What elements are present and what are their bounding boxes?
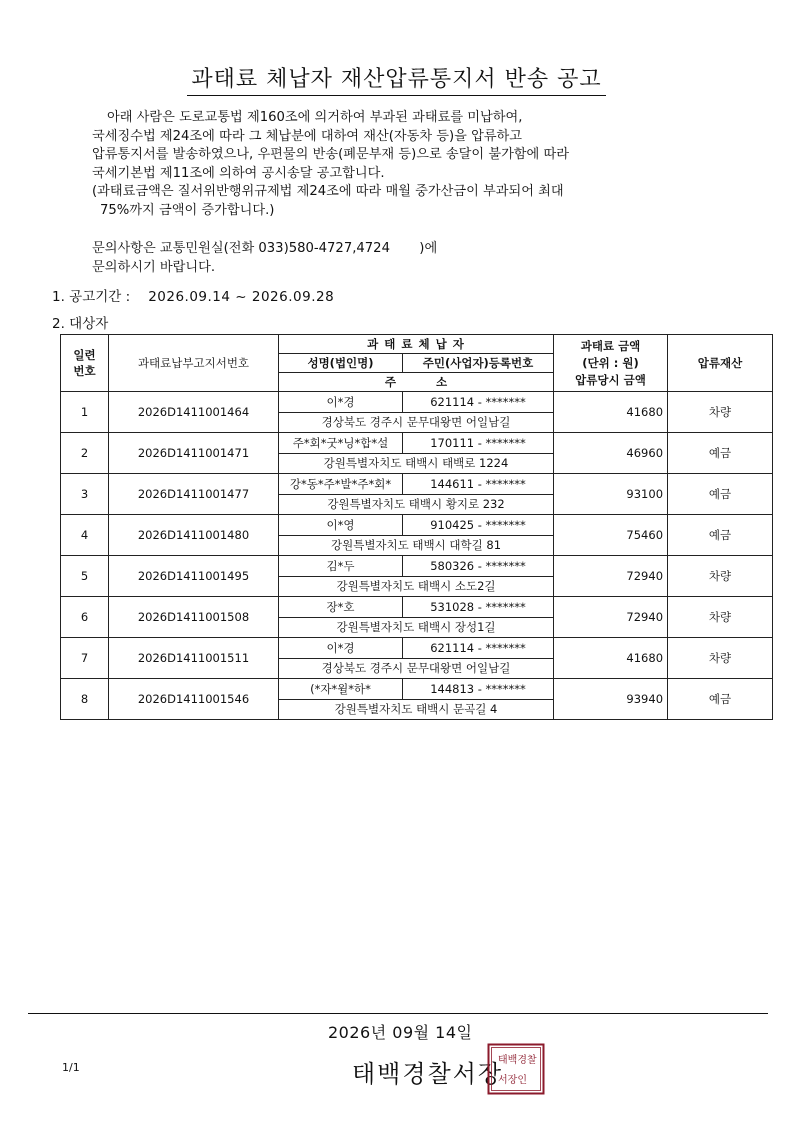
cell-serial-no: 3	[61, 474, 109, 515]
cell-notice-no: 2026D1411001508	[109, 597, 279, 638]
header-serial-no-text: 일련 번호	[73, 348, 96, 378]
cell-seized-property: 차량	[668, 556, 773, 597]
cell-address: 강원특별자치도 태백시 문곡길 4	[279, 699, 554, 720]
cell-notice-no: 2026D1411001546	[109, 679, 279, 720]
cell-notice-no: 2026D1411001464	[109, 392, 279, 433]
table-body	[61, 392, 773, 720]
svg-text:서장인: 서장인	[498, 1075, 527, 1086]
cell-amount: 46960	[554, 433, 668, 474]
table-row	[61, 392, 773, 413]
cell-notice-no: 2026D1411001511	[109, 638, 279, 679]
inquiry-paragraph	[92, 240, 437, 277]
document-title-text: 과태료 체납자 재산압류통지서 반송 공고	[187, 62, 605, 96]
header-delinquent-group: 과 태 료 체 납 자	[279, 335, 554, 354]
cell-name: 강*동*주*발*주*회*	[279, 474, 403, 495]
cell-amount: 72940	[554, 556, 668, 597]
section-notice-period-label: 1. 공고기간 :	[52, 289, 131, 305]
section-notice-period	[52, 285, 334, 305]
inquiry-line: 문의사항은 교통민원실(전화 033)580-4727,4724 )에	[92, 241, 438, 256]
cell-name: 김*두	[279, 556, 403, 577]
cell-seized-property: 차량	[668, 597, 773, 638]
cell-seized-property: 예금	[668, 433, 773, 474]
document-title	[0, 62, 793, 96]
header-amount-text: 과태료 금액 (단위 : 원) 압류당시 금액	[575, 338, 646, 387]
cell-name: 이*경	[279, 392, 403, 413]
cell-address: 경상북도 경주시 문무대왕면 어일남길	[279, 658, 554, 679]
cell-amount: 41680	[554, 392, 668, 433]
cell-address: 강원특별자치도 태백시 황지로 232	[279, 494, 554, 515]
header-serial-no	[61, 335, 109, 392]
header-name: 성명(법인명)	[279, 354, 403, 373]
cell-amount: 72940	[554, 597, 668, 638]
table-row	[61, 638, 773, 659]
cell-reg-no: 621114 - *******	[403, 392, 554, 413]
cell-serial-no: 4	[61, 515, 109, 556]
footer-divider	[28, 1013, 768, 1014]
cell-seized-property: 예금	[668, 474, 773, 515]
notice-period-value: 2026.09.14 ~ 2026.09.28	[148, 289, 335, 305]
cell-seized-property: 차량	[668, 638, 773, 679]
cell-serial-no: 1	[61, 392, 109, 433]
intro-line: 압류통지서를 발송하였으나, 우편물의 반송(폐문부재 등)으로 송달이 불가함에 따라	[92, 147, 569, 162]
cell-seized-property: 예금	[668, 515, 773, 556]
intro-line: 국세기본법 제11조에 의하여 공시송달 공고합니다.	[92, 165, 385, 181]
issue-date: 2026년 09월 14일	[328, 1023, 473, 1042]
cell-notice-no: 2026D1411001480	[109, 515, 279, 556]
cell-serial-no: 5	[61, 556, 109, 597]
cell-reg-no: 144813 - *******	[403, 679, 554, 700]
cell-serial-no: 8	[61, 679, 109, 720]
header-notice-no: 과태료납부고지서번호	[109, 335, 279, 392]
intro-line: 75%까지 금액이 증가합니다.)	[100, 202, 275, 218]
table-row	[61, 515, 773, 536]
cell-amount: 93100	[554, 474, 668, 515]
table-row	[61, 474, 773, 495]
cell-notice-no: 2026D1411001495	[109, 556, 279, 597]
cell-serial-no: 2	[61, 433, 109, 474]
intro-paragraph	[92, 109, 732, 220]
cell-amount: 75460	[554, 515, 668, 556]
table-row	[61, 597, 773, 618]
cell-name: (*자*윌*하*	[279, 679, 403, 700]
cell-reg-no: 580326 - *******	[403, 556, 554, 577]
svg-text:태백경찰: 태백경찰	[498, 1055, 537, 1066]
table-row	[61, 433, 773, 454]
table-row	[61, 556, 773, 577]
header-amount	[554, 335, 668, 392]
cell-amount: 93940	[554, 679, 668, 720]
header-reg-no: 주민(사업자)등록번호	[403, 354, 554, 373]
cell-name: 장*호	[279, 597, 403, 618]
cell-name: 이*경	[279, 638, 403, 659]
intro-line: 국세징수법 제24조에 따라 그 체납분에 대하여 재산(자동차 등)을 압류하고	[92, 128, 523, 144]
cell-serial-no: 6	[61, 597, 109, 638]
cell-name: 주*회*굿*닝*합*설	[279, 433, 403, 454]
issuer-name: 태백경찰서장	[352, 1060, 504, 1088]
cell-reg-no: 170111 - *******	[403, 433, 554, 454]
page-number: 1/1	[62, 1061, 80, 1074]
section-targets-label: 2. 대상자	[52, 316, 109, 332]
cell-reg-no: 144611 - *******	[403, 474, 554, 495]
cell-address: 강원특별자치도 태백시 대학길 81	[279, 535, 554, 556]
cell-address: 강원특별자치도 태백시 장성1길	[279, 617, 554, 638]
intro-line: 아래 사람은 도로교통법 제160조에 의거하여 부과된 과태료를 미납하여,	[107, 110, 523, 125]
cell-seized-property: 예금	[668, 679, 773, 720]
cell-amount: 41680	[554, 638, 668, 679]
cell-address: 강원특별자치도 태백시 소도2길	[279, 576, 554, 597]
official-seal-icon	[487, 1043, 545, 1095]
cell-notice-no: 2026D1411001477	[109, 474, 279, 515]
cell-reg-no: 621114 - *******	[403, 638, 554, 659]
cell-address: 경상북도 경주시 문무대왕면 어일남길	[279, 412, 554, 433]
header-address: 주 소	[279, 373, 554, 392]
inquiry-line: 문의하시기 바랍니다.	[92, 259, 216, 275]
header-seized-property: 압류재산	[668, 335, 773, 392]
cell-reg-no: 531028 - *******	[403, 597, 554, 618]
delinquent-table	[60, 334, 773, 720]
table-row	[61, 679, 773, 700]
cell-address: 강원특별자치도 태백시 태백로 1224	[279, 453, 554, 474]
cell-notice-no: 2026D1411001471	[109, 433, 279, 474]
cell-seized-property: 차량	[668, 392, 773, 433]
cell-serial-no: 7	[61, 638, 109, 679]
cell-name: 이*영	[279, 515, 403, 536]
cell-reg-no: 910425 - *******	[403, 515, 554, 536]
intro-line: (과태료금액은 질서위반행위규제법 제24조에 따라 매월 중가산금이 부과되어 최대	[92, 184, 564, 199]
